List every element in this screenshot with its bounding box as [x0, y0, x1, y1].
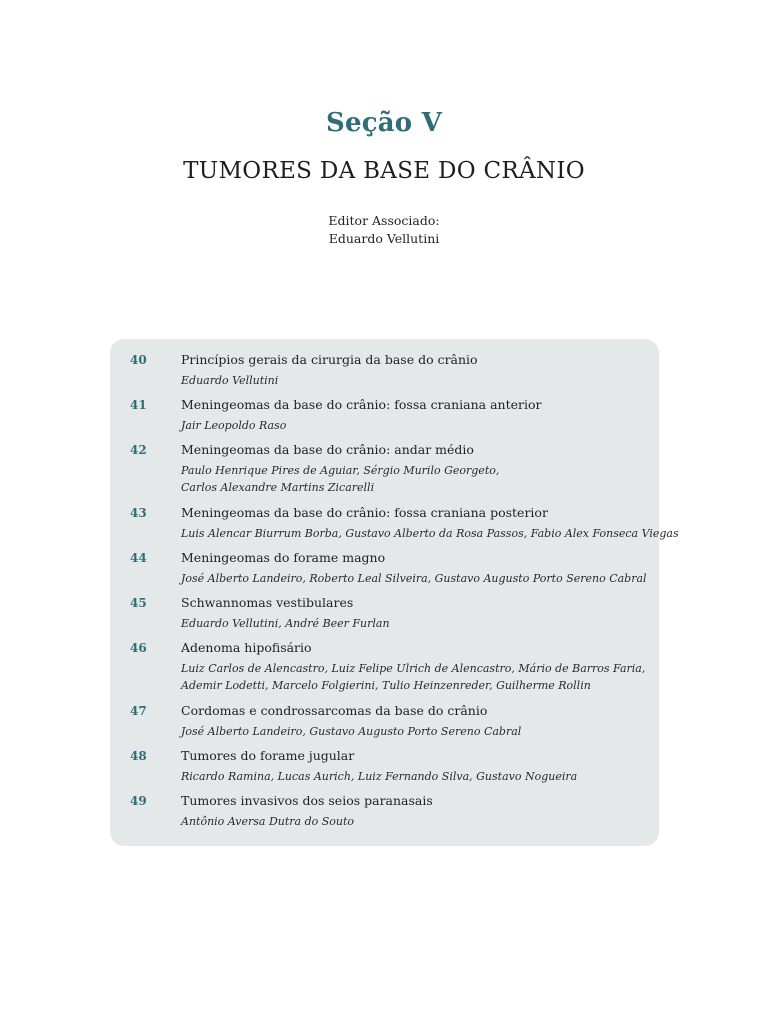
chapter-title[interactable]: Adenoma hipofisário	[181, 640, 312, 655]
author-line: Antônio Aversa Dutra do Souto	[181, 815, 355, 828]
author-line: José Alberto Landeiro, Roberto Leal Silveira, Gustavo Augusto Porto Sereno Cabral	[181, 572, 647, 585]
chapter-authors	[181, 417, 651, 434]
chapter-authors	[181, 813, 651, 830]
chapter-number: 48	[130, 749, 147, 763]
section-title: Seção V	[326, 108, 442, 138]
chapter-authors	[181, 660, 651, 694]
section-subtitle: TUMORES DA BASE DO CRÂNIO	[183, 158, 585, 184]
chapter-title[interactable]: Meningeomas da base do crânio: fossa craniana anterior	[181, 397, 542, 412]
chapter-title[interactable]: Tumores invasivos dos seios paranasais	[181, 793, 433, 808]
author-line: Carlos Alexandre Martins Zicarelli	[181, 481, 375, 494]
chapter-number: 43	[130, 506, 147, 520]
author-line: Ademir Lodetti, Marcelo Folgierini, Tulio Heinzenreder, Guilherme Rollin	[181, 679, 591, 692]
chapter-number: 47	[130, 704, 147, 718]
author-line: Jair Leopoldo Raso	[181, 419, 287, 432]
editor-name: Eduardo Vellutini	[328, 231, 440, 246]
chapter-authors	[181, 525, 679, 542]
chapter-title[interactable]: Princípios gerais da cirurgia da base do crânio	[181, 352, 478, 367]
chapter-title[interactable]: Schwannomas vestibulares	[181, 595, 354, 610]
table-of-contents	[110, 339, 679, 846]
chapter-number: 44	[130, 551, 147, 565]
chapter-authors	[181, 570, 651, 587]
author-line: José Alberto Landeiro, Gustavo Augusto Porto Sereno Cabral	[181, 725, 522, 738]
author-line: Ricardo Ramina, Lucas Aurich, Luiz Fernando Silva, Gustavo Nogueira	[181, 770, 578, 783]
chapter-title[interactable]: Meningeomas da base do crânio: andar médio	[181, 442, 474, 457]
author-line: Eduardo Vellutini, André Beer Furlan	[181, 617, 390, 630]
editor-label: Editor Associado:	[328, 213, 440, 228]
author-line: Eduardo Vellutini	[181, 374, 279, 387]
chapter-authors	[181, 372, 651, 389]
chapter-title[interactable]: Cordomas e condrossarcomas da base do crânio	[181, 703, 488, 718]
chapter-title[interactable]: Tumores do forame jugular	[181, 748, 355, 763]
chapter-authors	[181, 615, 651, 632]
chapter-number: 45	[130, 596, 147, 610]
chapter-number: 46	[130, 641, 147, 655]
author-line: Luiz Carlos de Alencastro, Luiz Felipe Ulrich de Alencastro, Mário de Barros Faria,	[181, 662, 646, 675]
chapter-title[interactable]: Meningeomas do forame magno	[181, 550, 386, 565]
chapter-authors	[181, 768, 651, 785]
chapter-title[interactable]: Meningeomas da base do crânio: fossa craniana posterior	[181, 505, 548, 520]
chapter-authors	[181, 723, 651, 740]
chapter-number: 41	[130, 398, 147, 412]
chapter-authors	[181, 462, 651, 496]
chapter-number: 49	[130, 794, 147, 808]
author-line: Paulo Henrique Pires de Aguiar, Sérgio Murilo Georgeto,	[181, 464, 500, 477]
chapter-number: 42	[130, 443, 147, 457]
author-line: Luis Alencar Biurrum Borba, Gustavo Alberto da Rosa Passos, Fabio Alex Fonseca Viegas	[181, 527, 679, 540]
chapter-number: 40	[130, 353, 147, 367]
